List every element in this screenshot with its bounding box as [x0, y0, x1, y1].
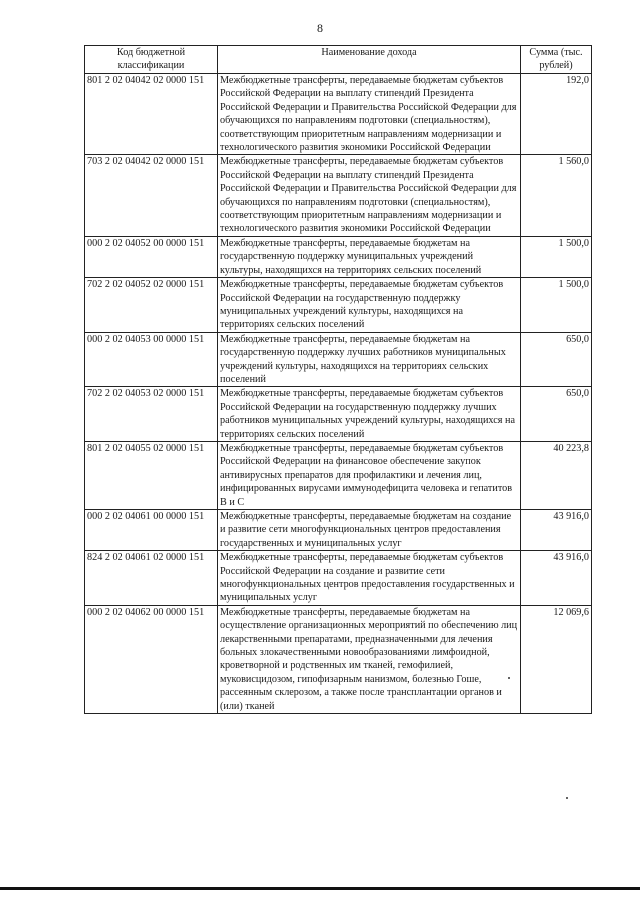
row-sum: 1 560,0 [521, 155, 592, 236]
row-sum: 650,0 [521, 332, 592, 387]
table-row [85, 387, 592, 442]
row-code: 801 2 02 04055 02 0000 151 [85, 441, 218, 509]
page-number: 8 [317, 21, 323, 35]
row-name: Межбюджетные трансферты, передаваемые бюджетам субъектов Российской Федерации на государственную поддержку муниципальных учреждений культуры, находящихся на территориях сельских поселений [218, 278, 521, 333]
row-name: Межбюджетные трансферты, передаваемые бюджетам субъектов Российской Федерации на государственную поддержку лучших работников муниципальных учреждений культуры, находящихся на территориях сельских поселений [218, 387, 521, 442]
scan-speck [566, 797, 568, 799]
scan-bottom-edge [0, 887, 640, 890]
header-sum: Сумма (тыс. рублей) [521, 46, 592, 74]
row-code: 702 2 02 04052 02 0000 151 [85, 278, 218, 333]
table-row [85, 278, 592, 333]
table-row [85, 74, 592, 155]
row-name: Межбюджетные трансферты, передаваемые бюджетам на создание и развитие сети многофункциональных центров предоставления государственных и муниципальных услуг [218, 510, 521, 551]
row-code: 702 2 02 04053 02 0000 151 [85, 387, 218, 442]
header-name: Наименование дохода [218, 46, 521, 74]
row-sum: 40 223,8 [521, 441, 592, 509]
table-row [85, 551, 592, 606]
row-sum: 1 500,0 [521, 236, 592, 277]
row-sum: 43 916,0 [521, 510, 592, 551]
row-sum: 43 916,0 [521, 551, 592, 606]
table-header-row [85, 46, 592, 74]
row-code: 801 2 02 04042 02 0000 151 [85, 74, 218, 155]
row-code: 824 2 02 04061 02 0000 151 [85, 551, 218, 606]
row-sum: 650,0 [521, 387, 592, 442]
table-row [85, 605, 592, 713]
table-row [85, 332, 592, 387]
row-code: 000 2 02 04052 00 0000 151 [85, 236, 218, 277]
revenue-table [84, 45, 592, 714]
row-code: 000 2 02 04062 00 0000 151 [85, 605, 218, 713]
row-name: Межбюджетные трансферты, передаваемые бюджетам субъектов Российской Федерации на создание и развитие сети многофункциональных центров предоставления государственных и муниципальных услуг [218, 551, 521, 606]
row-name: Межбюджетные трансферты, передаваемые бюджетам на государственную поддержку муниципальных учреждений культуры, находящихся на территориях сельских поселений [218, 236, 521, 277]
row-sum: 1 500,0 [521, 278, 592, 333]
row-code: 703 2 02 04042 02 0000 151 [85, 155, 218, 236]
row-code: 000 2 02 04053 00 0000 151 [85, 332, 218, 387]
row-name: Межбюджетные трансферты, передаваемые бюджетам на осуществление организационных мероприятий по обеспечению лиц лекарственными препаратами, предназначенными для лечения больных злокачественными новообразованиями лимфоидной, кроветворной и родственных им тканей, гемофилией, муковисцидозом, гипофизарным нанизмом, болезнью Гоше, рассеянным склерозом, а также после трансплантации органов и (или) тканей [218, 605, 521, 713]
row-name: Межбюджетные трансферты, передаваемые бюджетам субъектов Российской Федерации на выплату стипендий Президента Российской Федерации и Правительства Российской Федерации для обучающихся по направлениям подготовки (специальностям), соответствующим приоритетным направлениям модернизации и технологического развития экономики Российской Федерации [218, 155, 521, 236]
table-row [85, 155, 592, 236]
row-name: Межбюджетные трансферты, передаваемые бюджетам субъектов Российской Федерации на выплату стипендий Президента Российской Федерации и Правительства Российской Федерации для обучающихся по направлениям подготовки (специальностям), соответствующим приоритетным направлениям модернизации и технологического развития экономики Российской Федерации [218, 74, 521, 155]
table-row [85, 236, 592, 277]
row-sum: 12 069,6 [521, 605, 592, 713]
scan-speck [508, 677, 510, 679]
row-name: Межбюджетные трансферты, передаваемые бюджетам на государственную поддержку лучших работников муниципальных учреждений культуры, находящихся на территориях сельских поселений [218, 332, 521, 387]
header-code: Код бюджетной классификации [85, 46, 218, 74]
row-sum: 192,0 [521, 74, 592, 155]
table-row [85, 441, 592, 509]
row-code: 000 2 02 04061 00 0000 151 [85, 510, 218, 551]
table-row [85, 510, 592, 551]
row-name: Межбюджетные трансферты, передаваемые бюджетам субъектов Российской Федерации на финансовое обеспечение закупок антивирусных препаратов для профилактики и лечения лиц, инфицированных вирусами иммунодефицита человека и гепатитов В и С [218, 441, 521, 509]
